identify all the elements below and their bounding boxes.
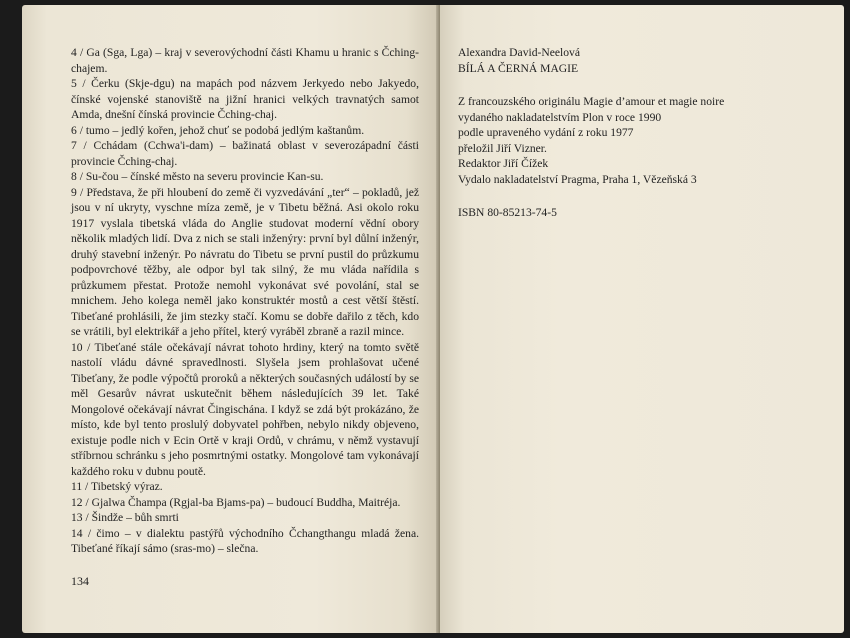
footnote-5: 5 / Čerku (Skje-dgu) na mapách pod názvem Jerkyedo nebo Jakyedo, čínské vojenské stanoviště na jižní hranici velkých travnatých samot Amda, dnešní čínská provincie Čching-chaj. <box>71 77 419 121</box>
footnote-11: 11 / Tibetský výraz. <box>71 480 163 493</box>
credit-line: vydaného nakladatelstvím Plon v roce 1990 <box>458 110 662 124</box>
footnote-8: 8 / Su-čou – čínské město na severu provincie Kan-su. <box>71 170 324 183</box>
credit-line: Redaktor Jiří Čížek <box>458 157 549 170</box>
footnote-13: 13 / Šindže – bůh smrti <box>71 511 179 524</box>
footnote-14: 14 / čimo – v dialektu pastýřů východního Čchangthangu mladá žena. Tibeťané říkají sámo (sras-mo) – slečna. <box>71 526 419 555</box>
footnote-10: 10 / Tibeťané stále očekávají návrat tohoto hrdiny, který na tomto světě nastolí vládu dávné spravedlnosti. Slyšela jsem prohlašovat učené Tibeťany, že podle výpočtů proroků a některých současných událostí by se měl Gesarův návrat uskutečnit během následujících 39 let. Také Mongolové očekávají návrat Čingischána. I když se zdá být prokázáno, že místo, kde byl tento proslulý dobyvatel pohřben, nebylo nikdy objeveno, existuje podle nich v Ecin Ortě v kraji Ordů, v chrámu, v němž vystavují stříbrnou schránku s jeho posmrtnými ostatky. Mongolové tam vykonávají každého roku v dubnu poutě. <box>71 340 419 478</box>
open-book <box>8 5 844 633</box>
isbn: ISBN 80-85213-74-5 <box>458 206 557 219</box>
imprint-block <box>458 45 818 221</box>
footnote-4: 4 / Ga (Sga, Lga) – kraj v severovýchodní části Khamu u hranic s Čching-chajem. <box>71 46 419 75</box>
footnote-9: 9 / Představa, že při hloubení do země či vyzvedávání „ter“ – pokladů, jež jsou v ní ukryty, vyschne míza země, je v Tibetu běžná. Asi okolo roku 1917 vyslala tibetská vláda do Anglie studovat moderní vědní obory několik mladých lidí. Dva z nich se stali inženýry: první byl důlní inženýr, druhý stavební inženýr. Po návratu do Tibetu se první pustil do průzkumu podpovrchové těžby, ale odpor byl tak silný, že mu vláda nařídila s průzkumem přestat. Protože nemohl vykonávat své povolání, stal se mnichem. Jeho kolega neměl jako konstruktér mostů a cest větší štěstí. Tibeťané prohlásili, že jim stezky stačí. Komu se dobře dařilo z těch, kdo se vrátili, byl elektrikář a jeho přítel, který vyráběl zbraně a razil mince. <box>71 185 419 338</box>
page-number: 134 <box>71 574 89 588</box>
credit-line: Vydalo nakladatelství Pragma, Praha 1, Vězeňská 3 <box>458 172 697 186</box>
footnote-12: 12 / Gjalwa Čhampa (Rgjal-ba Bjams-pa) – budoucí Buddha, Maitréja. <box>71 495 401 509</box>
left-page <box>22 5 440 633</box>
credit-line: přeložil Jiří Vizner. <box>458 141 547 155</box>
right-page <box>440 5 844 633</box>
credit-line: podle upraveného vydání z roku 1977 <box>458 126 634 139</box>
footnote-6: 6 / tumo – jedlý kořen, jehož chuť se podobá jedlým kaštanům. <box>71 123 365 137</box>
book-title: BÍLÁ A ČERNÁ MAGIE <box>458 61 579 75</box>
credit-line: Z francouzského originálu Magie d’amour et magie noire <box>458 95 725 108</box>
footnotes <box>71 45 419 557</box>
author-name: Alexandra David-Neelová <box>458 46 581 59</box>
footnote-7: 7 / Cchádam (Cchwa'i-dam) – bažinatá oblast v severozápadní části provincie Čching-chaj. <box>71 139 419 168</box>
